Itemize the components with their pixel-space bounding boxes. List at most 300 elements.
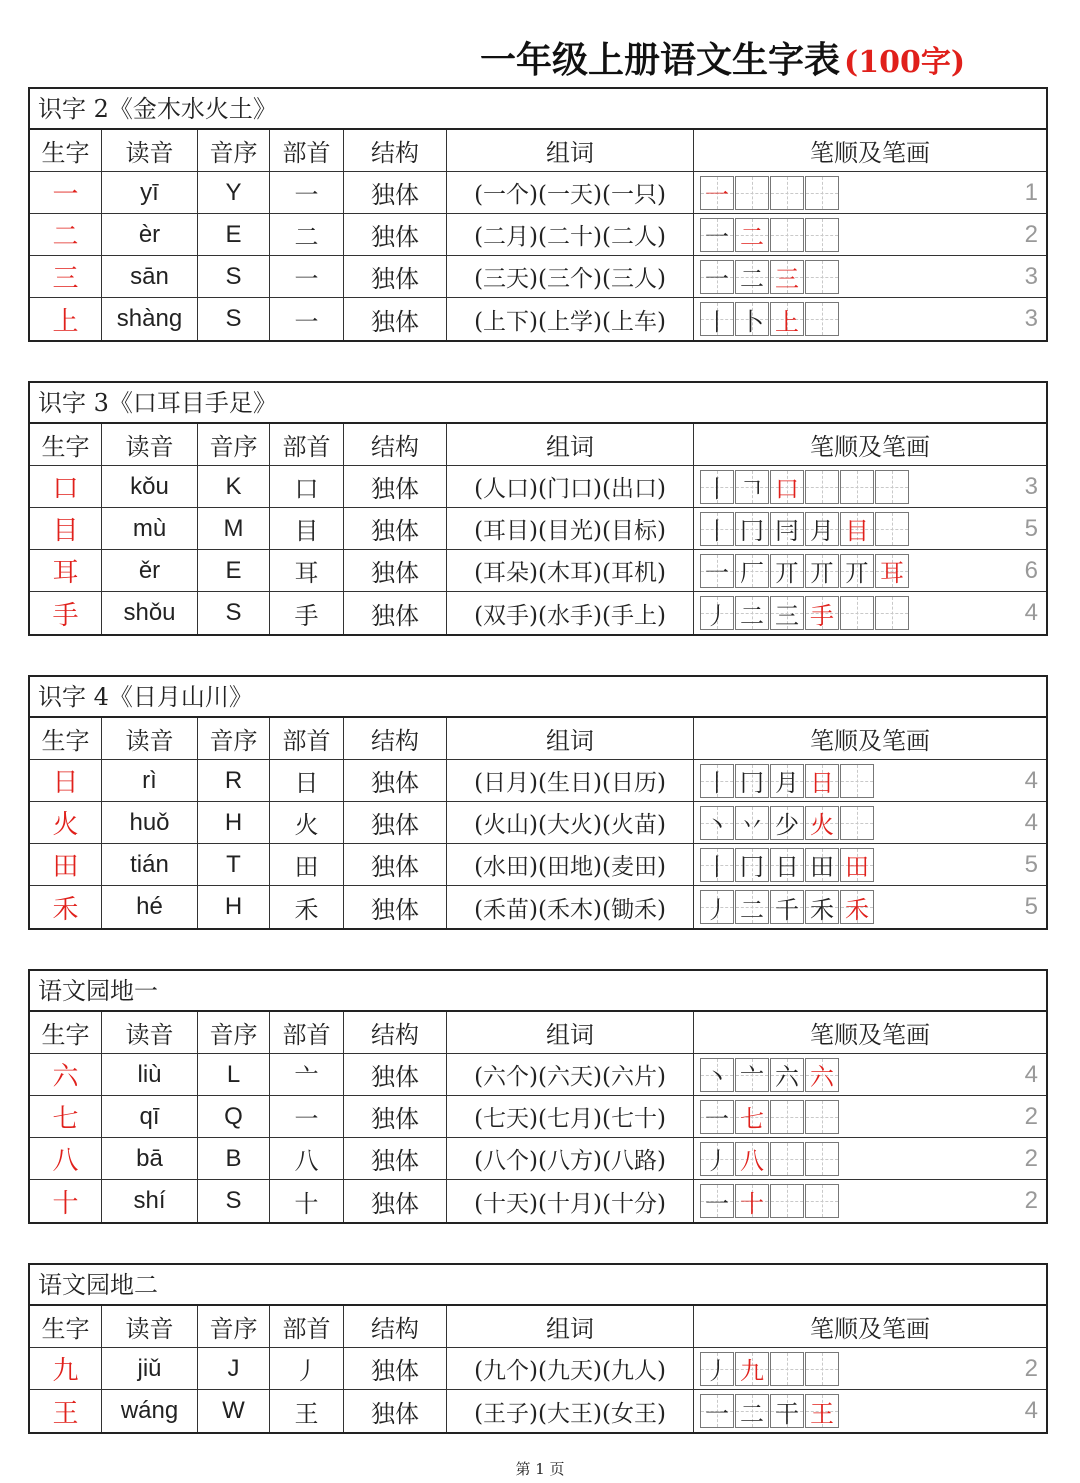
cell-strokes — [694, 1138, 1046, 1179]
stroke-box — [770, 890, 804, 924]
stroke-box — [770, 470, 804, 504]
stroke-box — [805, 1394, 839, 1428]
stroke-grid — [700, 848, 875, 882]
cell-words: (禾苗)(禾木)(锄禾) — [447, 886, 694, 928]
stroke-box — [735, 1058, 769, 1092]
table-row — [30, 1390, 1046, 1432]
stroke-box — [700, 218, 734, 252]
cell-structure: 独体 — [344, 214, 447, 255]
cell-pinyin: mù — [102, 508, 198, 549]
stroke-box — [770, 806, 804, 840]
stroke-grid — [700, 1184, 840, 1218]
lesson-title: 识字 2《金木水火土》 — [30, 89, 1046, 130]
stroke-step: 二 — [740, 223, 764, 251]
cell-pinyin: bā — [102, 1138, 198, 1179]
stroke-step: 二 — [740, 601, 764, 630]
header-words: 组词 — [447, 1306, 694, 1347]
stroke-box — [735, 176, 769, 210]
header-pinyin: 读音 — [102, 1306, 198, 1347]
cell-pinyin: huǒ — [102, 802, 198, 843]
cell-char: 九 — [30, 1348, 102, 1389]
stroke-grid — [700, 554, 910, 588]
stroke-box — [840, 890, 874, 924]
stroke-step: 目 — [845, 517, 869, 545]
cell-char: 禾 — [30, 886, 102, 928]
table-header-row — [30, 718, 1046, 760]
table-row — [30, 886, 1046, 928]
stroke-box — [805, 176, 839, 210]
stroke-count: 2 — [1024, 221, 1038, 248]
cell-structure: 独体 — [344, 1348, 447, 1389]
header-structure: 结构 — [344, 130, 447, 171]
stroke-box — [805, 596, 839, 630]
stroke-box — [735, 1352, 769, 1386]
stroke-step: 田 — [810, 853, 834, 881]
stroke-box — [840, 596, 874, 630]
cell-structure: 独体 — [344, 1138, 447, 1179]
stroke-box — [805, 890, 839, 924]
cell-strokes — [694, 592, 1046, 634]
cell-strokes — [694, 214, 1046, 255]
cell-pinyin: jiǔ — [102, 1348, 198, 1389]
cell-pinyin: kǒu — [102, 466, 198, 507]
stroke-step: 丨 — [705, 517, 729, 545]
header-char: 生字 — [30, 718, 102, 759]
header-radical: 部首 — [270, 130, 344, 171]
cell-order: R — [198, 760, 270, 801]
stroke-box — [840, 806, 874, 840]
cell-radical: 十 — [270, 1180, 344, 1222]
stroke-step: 日 — [775, 853, 799, 881]
cell-words: (九个)(九天)(九人) — [447, 1348, 694, 1389]
cell-structure: 独体 — [344, 802, 447, 843]
cell-char: 上 — [30, 298, 102, 340]
header-structure: 结构 — [344, 424, 447, 465]
cell-structure: 独体 — [344, 1180, 447, 1222]
cell-words: (王子)(大王)(女王) — [447, 1390, 694, 1432]
stroke-step: 冂 — [740, 769, 764, 797]
cell-radical: 丿 — [270, 1348, 344, 1389]
stroke-step: 丨 — [705, 853, 729, 881]
cell-pinyin: qī — [102, 1096, 198, 1137]
header-words: 组词 — [447, 1012, 694, 1053]
cell-order: H — [198, 886, 270, 928]
lesson-table — [28, 381, 1048, 636]
stroke-box — [700, 470, 734, 504]
stroke-step: 田 — [845, 853, 869, 881]
stroke-grid — [700, 1100, 840, 1134]
cell-radical: 口 — [270, 466, 344, 507]
stroke-count: 6 — [1024, 557, 1038, 584]
cell-char: 目 — [30, 508, 102, 549]
cell-order: K — [198, 466, 270, 507]
cell-order: L — [198, 1054, 270, 1095]
stroke-box — [805, 1352, 839, 1386]
header-order: 音序 — [198, 424, 270, 465]
lesson-title: 语文园地二 — [30, 1265, 1046, 1306]
stroke-count: 1 — [1024, 179, 1038, 206]
header-words: 组词 — [447, 130, 694, 171]
cell-char: 一 — [30, 172, 102, 213]
lesson-title: 识字 4《日月山川》 — [30, 677, 1046, 718]
cell-words: (上下)(上学)(上车) — [447, 298, 694, 340]
stroke-box — [735, 260, 769, 294]
header-words: 组词 — [447, 718, 694, 759]
stroke-step: 干 — [775, 1399, 799, 1428]
stroke-box — [770, 764, 804, 798]
stroke-step: 丿 — [705, 601, 729, 630]
stroke-step: 二 — [740, 265, 764, 293]
cell-structure: 独体 — [344, 172, 447, 213]
cell-char: 耳 — [30, 550, 102, 591]
stroke-step: 丷 — [740, 811, 764, 839]
stroke-step: 二 — [740, 895, 764, 924]
cell-structure: 独体 — [344, 1096, 447, 1137]
stroke-step: 厂 — [740, 559, 764, 587]
lesson-title: 识字 3《口耳目手足》 — [30, 383, 1046, 424]
table-row — [30, 550, 1046, 592]
stroke-count: 3 — [1024, 305, 1038, 332]
table-row — [30, 1096, 1046, 1138]
cell-char: 日 — [30, 760, 102, 801]
stroke-grid — [700, 218, 840, 252]
stroke-step: 三 — [775, 601, 799, 630]
stroke-box — [770, 218, 804, 252]
stroke-step: 一 — [705, 223, 729, 251]
table-row — [30, 256, 1046, 298]
stroke-box — [875, 470, 909, 504]
stroke-step: 千 — [775, 895, 799, 924]
cell-order: Q — [198, 1096, 270, 1137]
table-row — [30, 760, 1046, 802]
cell-strokes — [694, 1390, 1046, 1432]
stroke-step: 火 — [810, 811, 834, 839]
cell-pinyin: hé — [102, 886, 198, 928]
stroke-box — [840, 848, 874, 882]
stroke-count: 4 — [1024, 1061, 1038, 1088]
header-order: 音序 — [198, 1306, 270, 1347]
stroke-step: 丨 — [705, 307, 729, 336]
cell-strokes — [694, 760, 1046, 801]
cell-radical: 火 — [270, 802, 344, 843]
stroke-step: 丌 — [845, 559, 869, 587]
stroke-box — [770, 554, 804, 588]
cell-structure: 独体 — [344, 886, 447, 928]
stroke-box — [770, 512, 804, 546]
cell-strokes — [694, 1180, 1046, 1222]
table-row — [30, 592, 1046, 634]
stroke-box — [875, 596, 909, 630]
stroke-box — [700, 1058, 734, 1092]
table-row — [30, 1054, 1046, 1096]
stroke-step: 冂 — [740, 853, 764, 881]
cell-structure: 独体 — [344, 1054, 447, 1095]
table-row — [30, 1138, 1046, 1180]
cell-char: 三 — [30, 256, 102, 297]
stroke-box — [805, 848, 839, 882]
stroke-box — [805, 260, 839, 294]
stroke-box — [770, 848, 804, 882]
stroke-count: 4 — [1024, 809, 1038, 836]
stroke-step: 一 — [705, 265, 729, 293]
stroke-box — [805, 302, 839, 336]
stroke-step: 丿 — [705, 1147, 729, 1175]
cell-order: W — [198, 1390, 270, 1432]
cell-char: 六 — [30, 1054, 102, 1095]
page-title — [0, 36, 1080, 84]
table-header-row — [30, 1306, 1046, 1348]
stroke-step: 亠 — [740, 1063, 764, 1091]
table-header-row — [30, 130, 1046, 172]
stroke-step: 九 — [740, 1357, 764, 1385]
table-row — [30, 508, 1046, 550]
stroke-box — [840, 512, 874, 546]
stroke-grid — [700, 596, 910, 630]
header-char: 生字 — [30, 424, 102, 465]
page-title-text: 一年级上册语文生字表 — [480, 39, 841, 81]
stroke-box — [700, 1142, 734, 1176]
stroke-box — [735, 1142, 769, 1176]
stroke-box — [735, 554, 769, 588]
stroke-box — [700, 1184, 734, 1218]
header-radical: 部首 — [270, 718, 344, 759]
cell-words: (耳目)(目光)(目标) — [447, 508, 694, 549]
stroke-step: 丿 — [705, 1357, 729, 1385]
cell-strokes — [694, 466, 1046, 507]
stroke-step: 丿 — [705, 895, 729, 924]
cell-words: (二月)(二十)(二人) — [447, 214, 694, 255]
stroke-box — [770, 1352, 804, 1386]
stroke-box — [735, 890, 769, 924]
cell-radical: 手 — [270, 592, 344, 634]
stroke-step: 丌 — [810, 559, 834, 587]
cell-structure: 独体 — [344, 508, 447, 549]
table-row — [30, 466, 1046, 508]
stroke-step: 卜 — [740, 307, 764, 336]
cell-char: 手 — [30, 592, 102, 634]
cell-words: (火山)(大火)(火苗) — [447, 802, 694, 843]
cell-order: E — [198, 550, 270, 591]
stroke-box — [805, 1184, 839, 1218]
cell-char: 田 — [30, 844, 102, 885]
cell-strokes — [694, 1348, 1046, 1389]
lesson-table — [28, 675, 1048, 930]
stroke-box — [700, 890, 734, 924]
lesson-table — [28, 87, 1048, 342]
cell-order: S — [198, 298, 270, 340]
cell-structure: 独体 — [344, 256, 447, 297]
stroke-step: 丨 — [705, 475, 729, 503]
cell-structure: 独体 — [344, 550, 447, 591]
stroke-box — [700, 764, 734, 798]
stroke-step: 丌 — [775, 559, 799, 587]
stroke-step: 六 — [775, 1063, 799, 1091]
stroke-box — [805, 218, 839, 252]
stroke-count: 3 — [1024, 473, 1038, 500]
stroke-box — [735, 848, 769, 882]
header-structure: 结构 — [344, 1306, 447, 1347]
cell-radical: 一 — [270, 298, 344, 340]
cell-strokes — [694, 172, 1046, 213]
stroke-box — [735, 806, 769, 840]
cell-strokes — [694, 550, 1046, 591]
cell-strokes — [694, 1096, 1046, 1137]
stroke-box — [875, 512, 909, 546]
header-strokes: 笔顺及笔画 — [810, 433, 930, 461]
stroke-box — [805, 512, 839, 546]
cell-order: M — [198, 508, 270, 549]
stroke-box — [770, 176, 804, 210]
header-words: 组词 — [447, 424, 694, 465]
cell-words: (耳朵)(木耳)(耳机) — [447, 550, 694, 591]
stroke-box — [700, 260, 734, 294]
cell-words: (一个)(一天)(一只) — [447, 172, 694, 213]
header-structure: 结构 — [344, 718, 447, 759]
stroke-box — [840, 470, 874, 504]
cell-char: 火 — [30, 802, 102, 843]
cell-char: 二 — [30, 214, 102, 255]
cell-strokes — [694, 298, 1046, 340]
cell-structure: 独体 — [344, 592, 447, 634]
stroke-step: 少 — [775, 811, 799, 839]
cell-order: H — [198, 802, 270, 843]
stroke-box — [805, 1100, 839, 1134]
cell-words: (三天)(三个)(三人) — [447, 256, 694, 297]
stroke-box — [875, 554, 909, 588]
cell-order: Y — [198, 172, 270, 213]
stroke-grid — [700, 1352, 840, 1386]
header-pinyin: 读音 — [102, 130, 198, 171]
cell-words: (双手)(水手)(手上) — [447, 592, 694, 634]
cell-radical: 一 — [270, 256, 344, 297]
stroke-count: 5 — [1024, 515, 1038, 542]
cell-words: (日月)(生日)(日历) — [447, 760, 694, 801]
table-row — [30, 1180, 1046, 1222]
stroke-step: 一 — [705, 1399, 729, 1428]
stroke-step: 禾 — [845, 895, 869, 924]
stroke-step: 禾 — [810, 895, 834, 924]
stroke-count: 3 — [1024, 263, 1038, 290]
cell-pinyin: èr — [102, 214, 198, 255]
cell-order: J — [198, 1348, 270, 1389]
stroke-box — [805, 1142, 839, 1176]
lesson-table — [28, 969, 1048, 1224]
lesson-table — [28, 1263, 1048, 1434]
stroke-box — [770, 302, 804, 336]
lesson-title: 语文园地一 — [30, 971, 1046, 1012]
stroke-grid — [700, 302, 840, 336]
cell-pinyin: wáng — [102, 1390, 198, 1432]
stroke-count: 2 — [1024, 1103, 1038, 1130]
stroke-box — [770, 1184, 804, 1218]
stroke-grid — [700, 260, 840, 294]
page-title-count: (100字) — [844, 45, 966, 80]
stroke-box — [700, 1352, 734, 1386]
stroke-box — [700, 1100, 734, 1134]
cell-structure: 独体 — [344, 298, 447, 340]
cell-pinyin: rì — [102, 760, 198, 801]
stroke-step: 王 — [810, 1399, 834, 1428]
cell-radical: 八 — [270, 1138, 344, 1179]
stroke-box — [735, 1100, 769, 1134]
cell-pinyin: shàng — [102, 298, 198, 340]
stroke-step: 𠃍 — [740, 475, 764, 503]
stroke-step: 八 — [740, 1147, 764, 1175]
stroke-box — [700, 806, 734, 840]
stroke-box — [840, 764, 874, 798]
cell-order: T — [198, 844, 270, 885]
cell-words: (人口)(门口)(出口) — [447, 466, 694, 507]
stroke-step: 月 — [775, 769, 799, 797]
cell-char: 八 — [30, 1138, 102, 1179]
cell-pinyin: shǒu — [102, 592, 198, 634]
stroke-box — [805, 1058, 839, 1092]
stroke-box — [770, 1058, 804, 1092]
stroke-step: 冃 — [775, 517, 799, 545]
table-header-row — [30, 1012, 1046, 1054]
stroke-step: 丶 — [705, 1063, 729, 1091]
stroke-box — [770, 1394, 804, 1428]
stroke-box — [700, 554, 734, 588]
header-strokes: 笔顺及笔画 — [810, 1315, 930, 1343]
stroke-count: 5 — [1024, 893, 1038, 920]
cell-radical: 田 — [270, 844, 344, 885]
cell-words: (八个)(八方)(八路) — [447, 1138, 694, 1179]
stroke-box — [805, 764, 839, 798]
header-order: 音序 — [198, 718, 270, 759]
table-row — [30, 1348, 1046, 1390]
header-pinyin: 读音 — [102, 718, 198, 759]
cell-radical: 王 — [270, 1390, 344, 1432]
stroke-step: 一 — [705, 559, 729, 587]
stroke-step: 一 — [705, 1105, 729, 1133]
header-radical: 部首 — [270, 1012, 344, 1053]
cell-strokes — [694, 886, 1046, 928]
stroke-grid — [700, 176, 840, 210]
stroke-step: 一 — [705, 181, 729, 209]
cell-order: S — [198, 592, 270, 634]
stroke-box — [735, 764, 769, 798]
stroke-step: 上 — [775, 307, 799, 336]
cell-order: B — [198, 1138, 270, 1179]
stroke-box — [805, 554, 839, 588]
cell-order: E — [198, 214, 270, 255]
stroke-step: 二 — [740, 1399, 764, 1428]
stroke-count: 4 — [1024, 1397, 1038, 1424]
stroke-count: 5 — [1024, 851, 1038, 878]
stroke-grid — [700, 1394, 840, 1428]
stroke-grid — [700, 890, 875, 924]
cell-radical: 禾 — [270, 886, 344, 928]
cell-char: 十 — [30, 1180, 102, 1222]
header-pinyin: 读音 — [102, 424, 198, 465]
stroke-count: 2 — [1024, 1187, 1038, 1214]
cell-radical: 一 — [270, 172, 344, 213]
header-radical: 部首 — [270, 424, 344, 465]
stroke-step: 手 — [810, 601, 834, 630]
table-row — [30, 844, 1046, 886]
cell-words: (七天)(七月)(七十) — [447, 1096, 694, 1137]
cell-strokes — [694, 256, 1046, 297]
cell-structure: 独体 — [344, 1390, 447, 1432]
header-structure: 结构 — [344, 1012, 447, 1053]
stroke-grid — [700, 764, 875, 798]
stroke-count: 4 — [1024, 599, 1038, 626]
cell-pinyin: shí — [102, 1180, 198, 1222]
stroke-grid — [700, 806, 875, 840]
stroke-box — [770, 596, 804, 630]
header-order: 音序 — [198, 130, 270, 171]
